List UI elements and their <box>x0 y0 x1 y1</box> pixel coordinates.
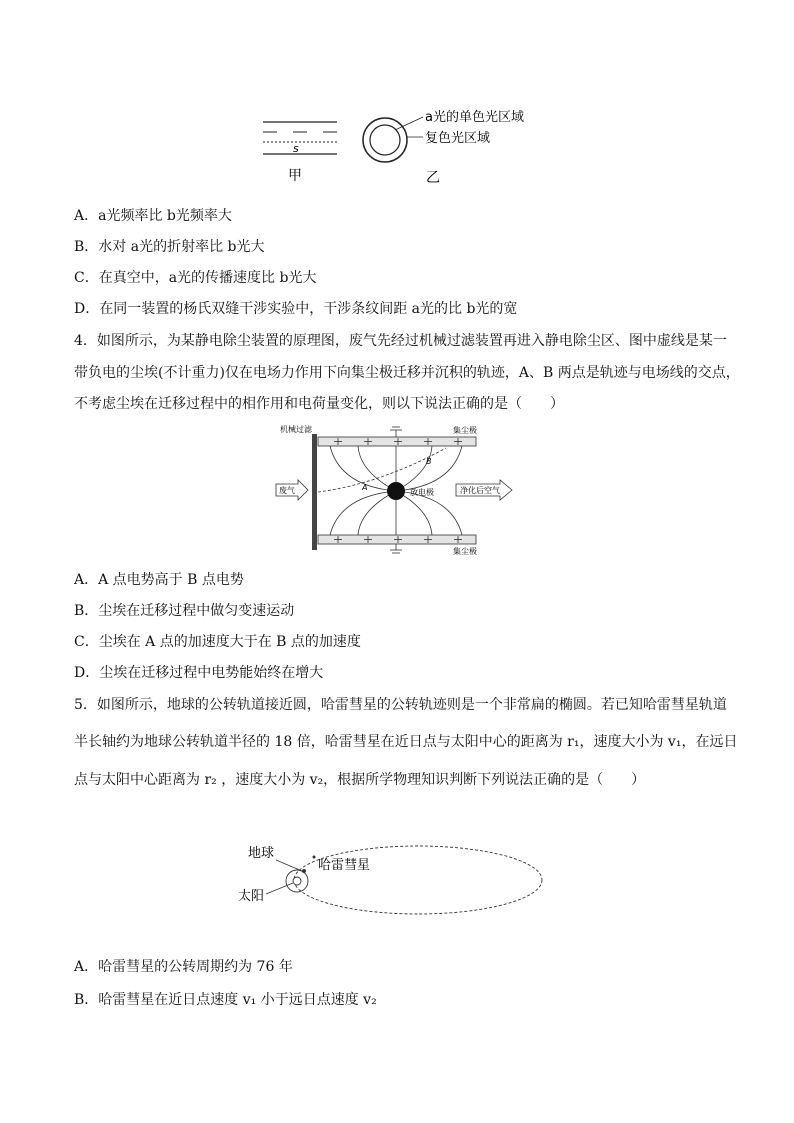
q5-stem-line1: 5．如图所示，地球的公转轨道接近圆，哈雷彗星的公转轨迹则是一个非常扁的椭圆。若已知哈雷彗星轨道 <box>74 697 727 713</box>
label-yi: 乙 <box>426 170 440 186</box>
figure-yi <box>363 109 524 186</box>
label-jia: 甲 <box>288 168 302 184</box>
label-composite: 复色光区域 <box>425 131 491 146</box>
label-earth: 地球 <box>248 846 275 861</box>
q4-stem-line1: 4．如图所示，为某静电除尘装置的原理图，废气先经过机械过滤装置再进入静电除尘区、图中虚线是某一 <box>74 333 727 349</box>
label-discharge: 放电极 <box>410 488 434 497</box>
label-s: s <box>293 142 299 155</box>
label-halley: 哈雷彗星 <box>318 858 371 873</box>
figure-jia-yi <box>255 100 555 190</box>
halley-orbit <box>294 846 542 914</box>
label-sun: 太阳 <box>238 889 265 904</box>
label-collector-bottom: 集尘极 <box>453 547 477 556</box>
dust-trajectory <box>318 448 446 492</box>
label-collector-top: 集尘极 <box>453 426 477 435</box>
label-point-a: A <box>362 483 368 492</box>
halley-comet <box>313 856 316 859</box>
q4-option-a: A．A 点电势高于 B 点电势 <box>74 572 244 588</box>
q4-option-c: C．尘埃在 A 点的加速度大于在 B 点的加速度 <box>74 634 361 650</box>
q5-option-b: B．哈雷彗星在近日点速度 v₁ 小于远日点速度 v₂ <box>74 992 377 1008</box>
q4-stem-line3: 不考虑尘埃在迁移过程中的相作用和电荷量变化，则以下说法正确的是（ ） <box>74 396 564 412</box>
q5-stem-line2: 半长轴约为地球公转轨道半径的 18 倍，哈雷彗星在近日点与太阳中心的距离为 r₁，速度大小为 v₁，在远日 <box>74 734 738 750</box>
figure-precipitator <box>270 422 520 558</box>
label-exhaust: 废气 <box>279 486 295 495</box>
sun <box>293 877 301 885</box>
filter-plate <box>312 434 317 550</box>
label-point-b: B <box>426 457 432 466</box>
figure-jia <box>263 122 337 184</box>
label-filter: 机械过滤 <box>280 425 312 434</box>
q4-stem-line2: 带负电的尘埃(不计重力)仅在电场力作用下向集尘极迁移并沉积的轨迹，A、B 两点是轨迹与电场线的交点， <box>74 365 740 381</box>
q4-option-d: D．尘埃在迁移过程中电势能始终在增大 <box>74 665 324 681</box>
q3-option-b: B．水对 a光的折射率比 b光大 <box>74 239 265 255</box>
figure-orbits <box>230 838 560 928</box>
label-a-region: a光的单色光区域 <box>425 110 524 125</box>
label-clean-air: 净化后空气 <box>460 486 500 495</box>
q5-option-a: A．哈雷彗星的公转周期约为 76 年 <box>74 959 293 975</box>
q4-option-b: B．尘埃在迁移过程中做匀变速运动 <box>74 603 295 619</box>
q5-stem-line3: 点与太阳中心距离为 r₂ ，速度大小为 v₂，根据所学物理知识判断下列说法正确的是（ ） <box>74 772 646 788</box>
earth <box>302 869 306 873</box>
q3-option-a: A．a光频率比 b光频率大 <box>74 208 232 224</box>
q3-option-d: D．在同一装置的杨氏双缝干涉实验中，干涉条纹间距 a光的比 b光的宽 <box>74 301 518 317</box>
q3-option-c: C．在真空中，a光的传播速度比 b光大 <box>74 270 317 286</box>
discharge-electrode <box>387 482 405 500</box>
